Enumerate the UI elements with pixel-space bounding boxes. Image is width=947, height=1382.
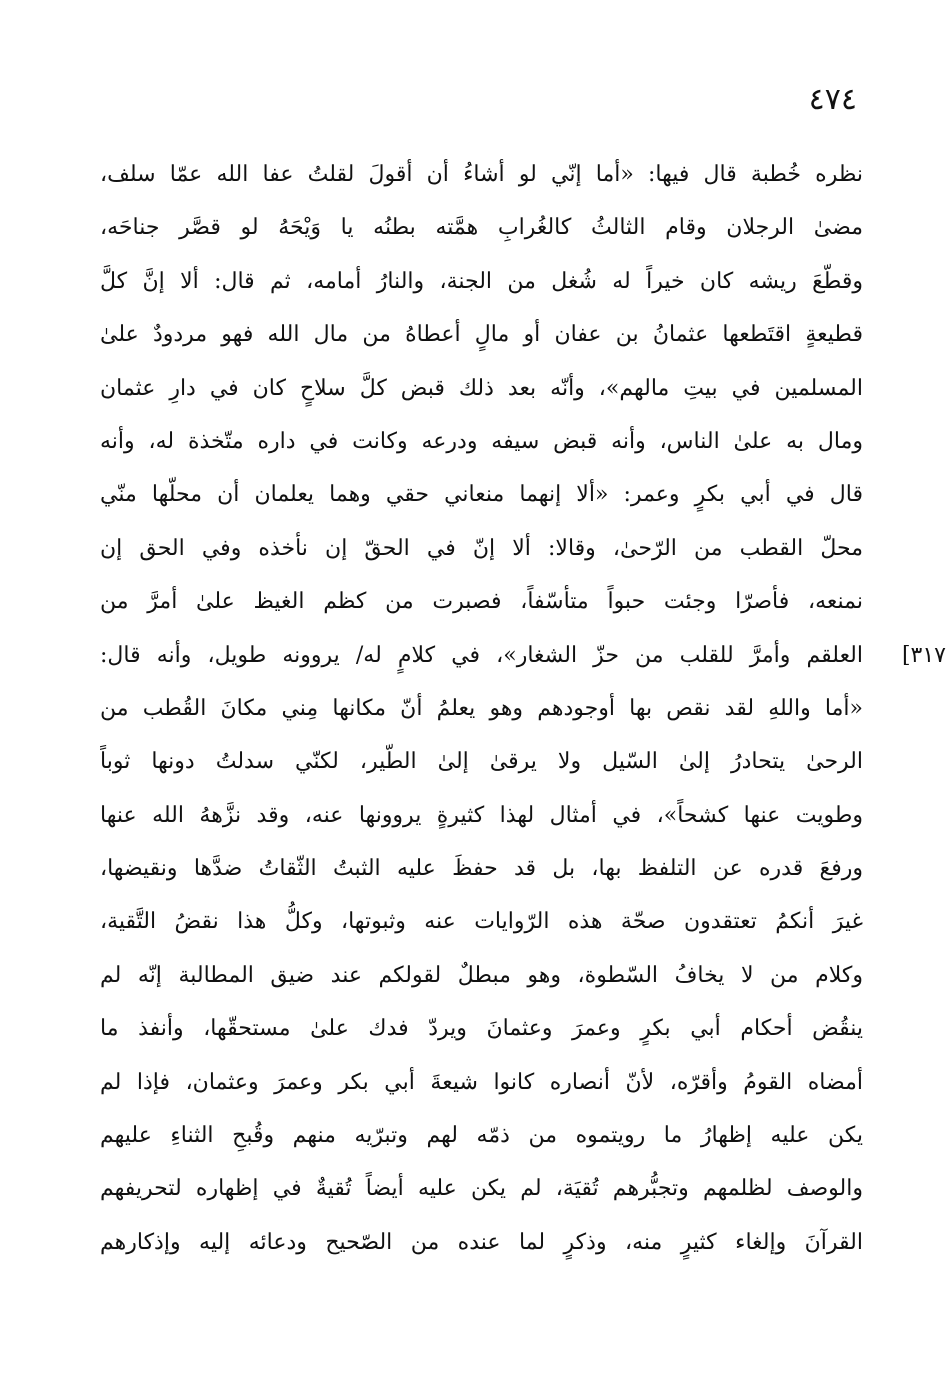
text-line: والوصف لظلمهم وتجبُّرهم تُقيَة، لم يكن عليه أيضاً تُقيةٌ في إظهاره لتحريفهم [100,1176,863,1202]
text-line: ورفعَ قدره عن التلفظ بها، بل قد حفظَ عليه الثبتُ الثّقاتُ ضدَّها ونقيضها، [100,856,863,882]
margin-note: ٣١٧] [901,642,946,668]
text-line: نظره خُطبة قال فيها: «أما إنّي لو أشاءُ أن أقولَ لقلتُ عفا الله عمّا سلف، [100,162,863,187]
body-text [100,148,863,1269]
text-line: الرحىٰ يتحادرُ إلىٰ السّيل ولا يرقىٰ إلىٰ الطّير، لكنّي سدلتُ دونها ثوباً [100,749,863,775]
text-line: قال في أبي بكرٍ وعمر: «ألا إنهما منعاني حقي وهما يعلمان أن محلّها منّي [100,482,863,508]
text-line: المسلمين في بيتِ مالهم»، وأنّه بعد ذلك قبض كلَّ سلاحٍ كان في دارِ عثمان [100,375,863,401]
text-line: مضىٰ الرجلان وقام الثالثُ كالغُرابِ همَّته بطنُه يا وَيْحَهُ لو قصَّر جناحَه، [100,215,863,241]
text-line: العلقم وأمرَّ للقلب من حزّ الشغار»، في كلامٍ له/ يروونه طويل، وأنه قال: [100,642,863,668]
text-line: أمضاه القومُ وأقرّه، لأنّ أنصاره كانوا شيعةَ أبي بكر وعمرَ وعثمان، فإذا لم [100,1069,863,1095]
text-line: يكن عليه إظهارُ ما رويتموه من ذمّه لهم وتبرّيه منهم وقُبحِ الثناءِ عليهم [100,1123,863,1149]
text-line: ينقُض أحكام أبي بكرٍ وعمرَ وعثمانَ ويردّ فدك علىٰ مستحقّها، وأنفذ ما [100,1016,863,1042]
page-number: ٤٧٤ [808,82,857,117]
text-line: وقطّعَ ريشه كان خيراً له شُغل من الجنة، والنارُ أمامه، ثم قال: ألا إنَّ كلَّ [100,268,863,294]
text-line: وطويت عنها كشحاً»، في أمثال لهذا كثيرةٍ يروونها عنه، وقد نزَّههُ الله عنها [100,802,863,828]
text-line: نمنعه، فأصرّا وجئت حبواً متأسّفاً، فصبرت من كظم الغيظ علىٰ أمرَّ من [100,589,863,615]
text-line: «أما واللهِ لقد نقص بها أوجودهم وهو يعلمُ أنّ مكانها مِني مكانَ القُطب من [100,695,863,721]
text-line: وكلام من لا يخافُ السّطوة، وهو مبطلٌ لقولكم عند ضيق المطالبة إنّه لم [100,962,863,988]
text-line: القرآنَ وإلغاء كثيرٍ منه، وذكرٍ لما عنده من الصّحيح ودعائه إليه وإذكارهم [100,1229,863,1255]
text-line: قطيعةٍ اقتَطعها عثمانُ بن عفان أو مالٍ أعطاهُ من مال الله فهو مردودٌ علىٰ [100,322,863,348]
text-line: غيرَ أنكمُ تعتقدون صحّة هذه الرّوايات عنه وثبوتها، وكلُّ هذا نقضُ التَّقية، [100,909,863,935]
text-line: ومال به علىٰ الناس، وأنه قبض سيفه ودرعه وكانت في داره متّخذة له، وأنه [100,428,863,454]
text-line: محلّ القطب من الرّحىٰ، وقالا: ألا إنّ في الحقّ إن نأخذه وفي الحق إن [100,535,863,561]
